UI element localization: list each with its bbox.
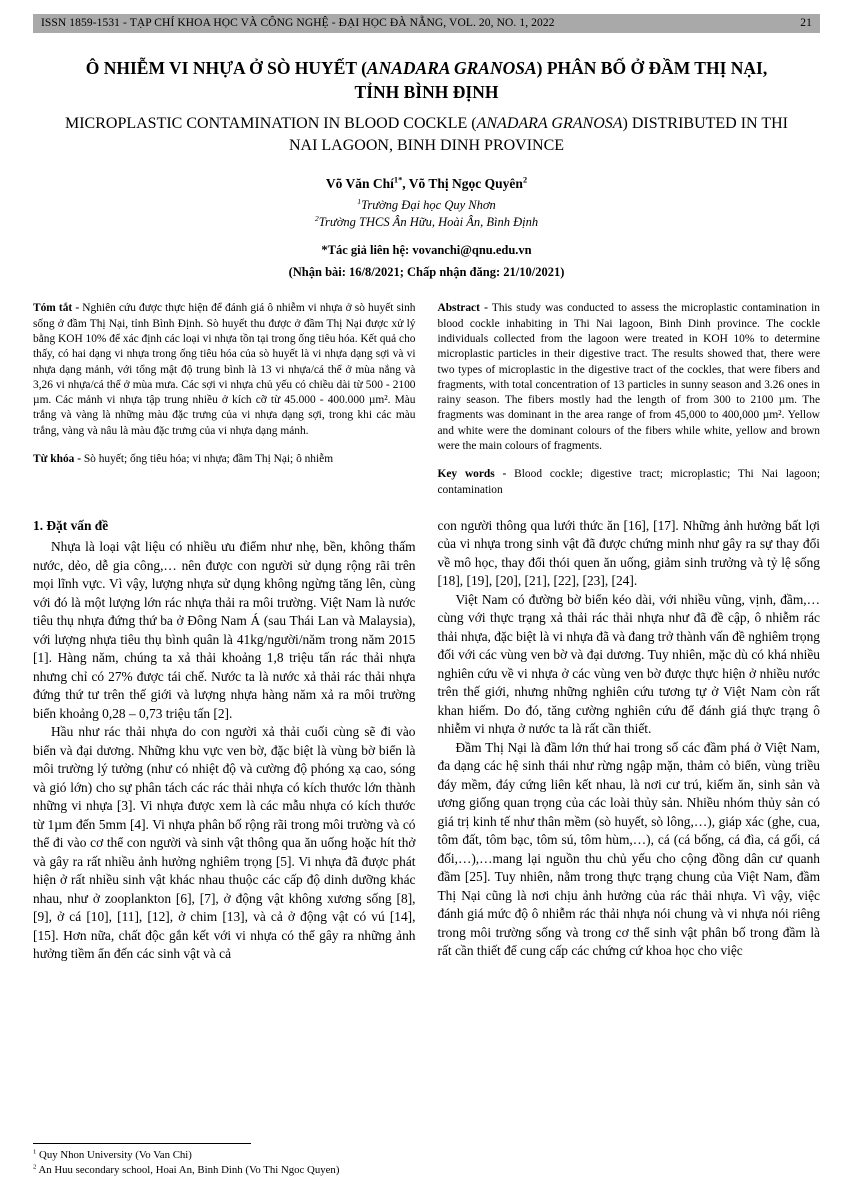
body-section xyxy=(33,517,820,964)
author-1: Võ Văn Chí xyxy=(325,176,394,192)
corresponding-author-line: *Tác giả liên hệ: vovanchi@qnu.edu.vn xyxy=(321,243,532,258)
title-vi-post: ) PHÂN BỐ Ở ĐẦM THỊ NẠI, TỈNH BÌNH ĐỊNH xyxy=(354,58,768,102)
body-paragraph: Đầm Thị Nại là đầm lớn thứ hai trong số các đầm phá ở Việt Nam, đa dạng các hệ sinh thái như rừng ngập mặn, thảm cỏ biển, vùng triều đáy mềm, đáy cứng liên kết nhau, là nơi cư trú, kiếm ăn, sinh sản và ương giống quan trọng của các loài thủy sản. Nhiều nhóm thủy sản có giá trị kinh tế như thân mềm (sò huyết, sò lông,…), giáp xác (ghe, cua, tôm đất, tôm bạc, tôm sú, tôm hùm,…), cá (cá bống, cá đìa, cá gối, cá đối,…),…mang lại nguồn thu chủ yếu cho cộng đồng dân cư quanh đầm [25]. Tuy nhiên, nằm trong thực trạng chung của Việt Nam, đầm Thị Nại cũng là nơi chịu ảnh hưởng của rác thải nhựa. Vì vậy, việc đánh giá mức độ ô nhiễm rác thải nhựa nói chung và vi nhựa nói riêng trong môi trường sống và trong cơ thể sinh vật phân bố trong đầm là rất cần thiết để cung cấp các chứng cứ khoa học cho việc xyxy=(437,739,820,959)
abstract-english xyxy=(438,301,821,454)
abstract-section xyxy=(33,301,820,497)
keywords-english xyxy=(438,467,821,498)
body-paragraph: Việt Nam có đường bờ biển kéo dài, với nhiều vũng, vịnh, đầm,…cùng với thực trạng xả thải rác thải nhựa như đã đề cập, ô nhiễm rác thải nhựa, đặc biệt là vi nhựa đã và đang trở thành vấn đề nghiêm trọng đối với các vùng ven bờ và đại dương. Tuy nhiên, mặc dù có khá nhiều nghiên cứu về vi nhựa ở các vùng ven bờ được thực hiện ở nhiều nước trên thế giới, nhưng những nghiên cứu tương tự ở Việt Nam còn rất khan hiếm. Do đó, tăng cường nghiên cứu để đánh giá thực trạng ô nhiễm vi nhựa ở nước ta là rất cần thiết. xyxy=(437,591,820,737)
footnote-2-superscript: 2 xyxy=(33,1163,37,1171)
abstract-column-vietnamese xyxy=(33,301,416,497)
footnote-1 xyxy=(33,1148,820,1163)
abstract-vietnamese xyxy=(33,301,416,439)
footnotes xyxy=(33,1143,820,1178)
authors-line xyxy=(33,176,820,192)
author-1-superscript: 1* xyxy=(393,175,403,185)
abstract-vi-label: Tóm tắt - xyxy=(33,302,80,315)
keywords-en-text: Blood cockle; digestive tract; microplastic; Thi Nai lagoon; contamination xyxy=(437,468,820,496)
footnote-2 xyxy=(33,1163,820,1178)
body-column-left xyxy=(33,517,416,964)
title-en-species-name: ANADARA GRANOSA xyxy=(476,115,623,133)
authors-separator: , xyxy=(402,176,409,192)
body-column-right xyxy=(438,517,821,964)
title-en-pre: MICROPLASTIC CONTAMINATION IN BLOOD COCKLE ( xyxy=(65,115,477,133)
affiliation-1-text: Trường Đại học Quy Nhơn xyxy=(361,198,496,213)
author-2-superscript: 2 xyxy=(522,175,528,185)
body-paragraph: Nhựa là loại vật liệu có nhiều ưu điểm như nhẹ, bền, không thấm nước, dẻo, dễ gia công,… nên được con người sử dụng rộng rãi trên mọi lĩnh vực. Vì vậy, lượng nhựa sử dụng không ngừng tăng lên, cùng với đó là một lượng lớn rác nhựa thải ra môi trường. Việt Nam là nước tiêu thụ nhựa đứng thứ ba ở Đông Nam Á (sau Thái Lan và Malaysia), với lượng nhựa tiêu thụ bình quân là 41kg/người/năm trong năm 2015 [1]. Hàng năm, chúng ta xả thải khoảng 1,8 triệu tấn rác thải nhựa nhưng chỉ có 27% được tái chế. Nước ta là nước xả thải rác thải nhựa đứng thứ tư trên thế giới và lượng nhựa hàng năm xả ra môi trường biển khoảng 0,28 – 0,73 triệu tấn [2]. xyxy=(33,539,416,721)
keywords-vi-label: Từ khóa - xyxy=(33,452,81,465)
footnote-2-text: An Huu secondary school, Hoai An, Binh Dinh (Vo Thi Ngoc Quyen) xyxy=(36,1163,340,1176)
abstract-en-text: This study was conducted to assess the microplastic contamination in blood cockle inhabiting in Thi Nai lagoon, Binh Dinh province. The cockle individuals collected from the lagoon were treated in KOH 10% to determine microplastic particles in their digestive tract. The results showed that, there were two types of microplastic in the digestive tract of the cockles, that were fibers and fragments, with total concentration of 13 particles in sunny season and 3.26 ones in rainy season. The fibers mostly had the length of from 300 to 2100 µm. The fragments was dominant in the area range of from 45,000 to 400,000 µm². Yellow and white were the dominant colours of the fibers while white, yellow and brown were the main colours of fragments. xyxy=(437,302,820,452)
keywords-en-label: Key words - xyxy=(437,468,507,481)
body-paragraph: Hầu như rác thải nhựa do con người xả thải cuối cùng sẽ đi vào biển và đại dương. Những khu vực ven bờ, đặc biệt là vùng bờ biển là môi trường lý tưởng (như có nhiệt độ và cường độ phóng xạ cao, sóng và gió lớn) cho sự phân tách các rác thải nhựa có kích thước lớn thành những vi nhựa [3]. Vi nhựa được xem là các mẫu nhựa có kích thước từ 1µm đến 5mm [4]. Vi nhựa phân bố rộng rãi trong môi trường và có thể đi vào cơ thể con người và sinh vật thông qua ăn uống hoặc hít thở và gây ra rất nhiều ảnh hưởng nghiêm trọng [5]. Vi nhựa đã được phát hiện ở rất nhiều sinh vật khác nhau thuộc các cấp độ dinh dưỡng khác nhau, như ở zooplankton [6], [7], ở động vật không xương sống [8], [9], ở cá [10], [11], [12], ở chim [13], và cả ở động vật có vú [14], [15]. Hơn nữa, chất độc gắn kết với vi nhựa có thể gây ra những ảnh hưởng tiềm ẩn đến các sinh vật và cả xyxy=(33,724,416,962)
running-header xyxy=(33,14,820,33)
page-number: 21 xyxy=(800,17,812,29)
keywords-vi-text: Sò huyết; ống tiêu hóa; vi nhựa; đầm Thị Nại; ô nhiễm xyxy=(80,452,334,465)
title-vi-species-name: ANADARA GRANOSA xyxy=(366,58,537,78)
abstract-vi-text: Nghiên cứu được thực hiện để đánh giá ô nhiễm vi nhựa ở sò huyết sinh sống ở đầm Thị Nại, tỉnh Bình Định. Sò huyết thu được ở đầm Thị Nại được xử lý bằng KOH 10% để xác định các loại vi nhựa tồn tại trong ống tiêu hóa. Kết quả cho thấy, có hai dạng vi nhựa trong ống tiêu hóa của sò huyết là vi nhựa dạng sợi và vi nhựa dạng mảnh, với tổng mật độ trung bình là 13 vi nhựa/cá thể ở mùa nắng và 3,26 vi nhựa/cá thể ở mùa mưa. Các sợi vi nhựa chủ yếu có chiều dài từ 500 - 2100 µm. Các mảnh vi nhựa tập trung nhiều ở kích cỡ từ 45.000 - 400.000 µm². Màu trắng và vàng là những màu đặc trưng của vi nhựa dạng sợi, trong khi các màu trắng, vàng và nâu là màu đặc trưng của vi nhựa dạng mảnh. xyxy=(33,302,416,437)
section-1-heading: 1. Đặt vấn đề xyxy=(33,517,109,533)
abstract-en-label: Abstract - xyxy=(437,302,488,315)
footnote-1-text: Quy Nhon University (Vo Van Chi) xyxy=(36,1148,192,1161)
affiliation-2-superscript: 2 xyxy=(314,214,319,224)
affiliation-1 xyxy=(33,198,820,213)
affiliation-2 xyxy=(33,215,820,230)
received-accepted-dates: (Nhận bài: 16/8/2021; Chấp nhận đăng: 21/10/2021) xyxy=(288,265,565,280)
footnote-1-superscript: 1 xyxy=(33,1148,37,1156)
footnote-separator-rule xyxy=(33,1143,251,1144)
affiliation-1-superscript: 1 xyxy=(357,197,362,207)
title-en-post: ) DISTRIBUTED IN THI NAI LAGOON, BINH DINH PROVINCE xyxy=(288,115,788,154)
body-paragraph-continuation: con người thông qua lưới thức ăn [16], [17]. Những ảnh hưởng bất lợi của vi nhựa trong sinh vật đã được chứng minh như gây ra sự thay đổi về mô học, thay đổi thói quen ăn uống, giảm sinh trưởng và tỷ lệ sống [18], [19], [20], [21], [22], [23], [24]. xyxy=(437,517,820,589)
article-title-english xyxy=(53,113,800,156)
article-title-vietnamese xyxy=(63,57,790,104)
affiliation-2-text: Trường THCS Ân Hữu, Hoài Ân, Bình Định xyxy=(318,215,539,230)
keywords-vietnamese xyxy=(33,452,416,467)
abstract-column-english xyxy=(438,301,821,497)
author-2: Võ Thị Ngọc Quyên xyxy=(408,176,523,192)
issn-journal-line: ISSN 1859-1531 - TẠP CHÍ KHOA HỌC VÀ CÔNG NGHỆ - ĐẠI HỌC ĐÀ NẴNG, VOL. 20, NO. 1, 2022 xyxy=(41,17,555,29)
title-vi-pre: Ô NHIỄM VI NHỰA Ở SÒ HUYẾT ( xyxy=(85,58,367,78)
